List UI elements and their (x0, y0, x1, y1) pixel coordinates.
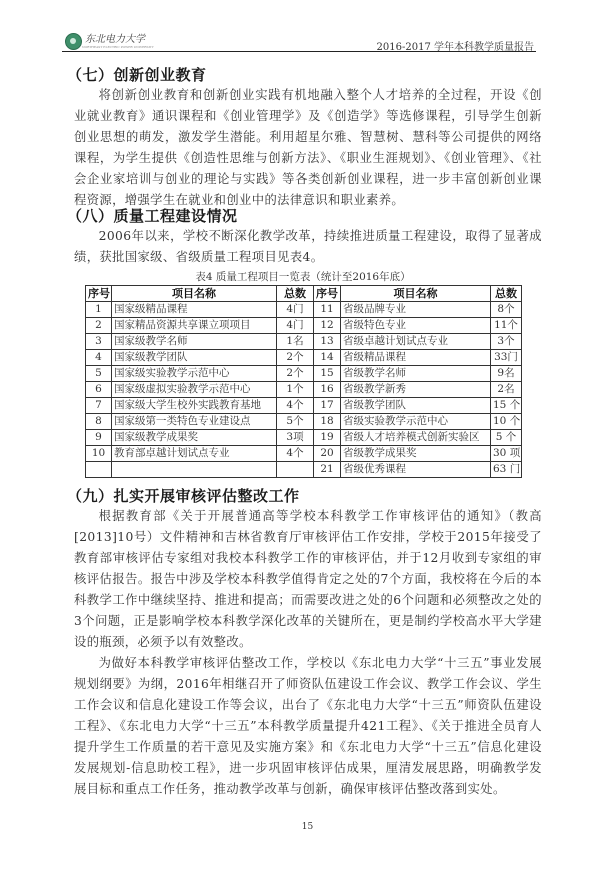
table-row (86, 462, 522, 478)
cell-no (86, 462, 112, 478)
university-logo (65, 33, 154, 50)
table-header-row (86, 286, 522, 302)
section-heading-9: （九）扎实开展审核评估整改工作 (67, 487, 300, 505)
cell-no: 14 (314, 350, 341, 366)
cell-total: 10 个 (491, 414, 522, 430)
logo-text: 东北电力大学 (85, 33, 145, 45)
table-row (86, 334, 522, 350)
cell-total: 4门 (277, 302, 314, 318)
col-header-name: 项目名称 (112, 286, 277, 302)
col-header-name: 项目名称 (341, 286, 491, 302)
cell-name: 省级精品课程 (341, 350, 491, 366)
cell-name: 国家级大学生校外实践教育基地 (112, 398, 277, 414)
cell-no: 20 (314, 446, 341, 462)
cell-total: 2个 (277, 350, 314, 366)
cell-no: 17 (314, 398, 341, 414)
table-row (86, 318, 522, 334)
cell-name: 国家级第一类特色专业建设点 (112, 414, 277, 430)
cell-total: 9名 (491, 366, 522, 382)
cell-name: 国家级虚拟实验教学示范中心 (112, 382, 277, 398)
col-header-total: 总数 (491, 286, 522, 302)
table-row (86, 414, 522, 430)
cell-total (277, 462, 314, 478)
cell-no: 11 (314, 302, 341, 318)
table-row (86, 398, 522, 414)
cell-no: 3 (86, 334, 112, 350)
cell-name: 省级优秀课程 (341, 462, 491, 478)
report-title: 2016-2017 学年本科教学质量报告 (376, 42, 534, 53)
cell-name: 省级人才培养模式创新实验区 (341, 430, 491, 446)
page-header (62, 30, 536, 52)
col-header-no: 序号 (86, 286, 112, 302)
cell-name: 省级特色专业 (341, 318, 491, 334)
section-heading-7: （七）创新创业教育 (67, 66, 207, 84)
cell-total: 30 项 (491, 446, 522, 462)
cell-name: 国家精品资源共享课立项项目 (112, 318, 277, 334)
cell-total: 5个 (277, 414, 314, 430)
cell-name: 国家级实验教学示范中心 (112, 366, 277, 382)
cell-name: 省级卓越计划试点专业 (341, 334, 491, 350)
paragraph-audit-1: 根据教育部《关于开展普通高等学校本科教学工作审核评估的通知》（教高[2013]10号）文件精神和吉林省教育厅审核评估工作安排，学校于2015年接受了教育部审核评估专家组对我校本科教学工作的审核评估，并于12月收到专家组的审核评估报告。报告中涉及学校本科教学值得肯定之处的7个方面，我校将在今后的本科教学工作中继续坚持、推进和提高；而需要改进之处的6个问题和必须整改之处的3个问题，正是影响学校本科教学深化改革的关键所在，更是制约学校高水平大学建设的瓶颈，必须予以有效整改。 (74, 509, 542, 649)
section-heading-8: （八）质量工程建设情况 (67, 207, 238, 225)
cell-total: 33门 (491, 350, 522, 366)
table-row (86, 350, 522, 366)
cell-no: 13 (314, 334, 341, 350)
cell-name: 教育部卓越计划试点专业 (112, 446, 277, 462)
cell-total: 1个 (277, 382, 314, 398)
quality-projects-table (85, 285, 522, 478)
cell-no: 16 (314, 382, 341, 398)
cell-no: 9 (86, 430, 112, 446)
cell-no: 1 (86, 302, 112, 318)
cell-no: 19 (314, 430, 341, 446)
cell-no: 6 (86, 382, 112, 398)
table-row (86, 382, 522, 398)
emblem-icon (65, 33, 82, 50)
cell-total: 4门 (277, 318, 314, 334)
cell-total: 2名 (491, 382, 522, 398)
cell-name: 省级实验教学示范中心 (341, 414, 491, 430)
page-number: 15 (301, 822, 314, 832)
paragraph-innovation: 将创新创业教育和创新创业实践有机地融入整个人才培养的全过程，开设《创业就业教育》通识课程和《创业管理学》及《创造学》等选修课程，引导学生创新创业思想的萌发，激发学生潜能。利用超星尔雅、智慧树、慧科等公司提供的网络课程，为学生提供《创造性思维与创新方法》、《职业生涯规划》、《创业管理》、《社会企业家培训与创业的理论与实践》等各类创新创业课程，进一步丰富创新创业课程资源，增强学生在就业和创业中的法律意识和职业素养。 (74, 88, 542, 207)
cell-name: 省级教学团队 (341, 398, 491, 414)
table-row (86, 446, 522, 462)
cell-no: 7 (86, 398, 112, 414)
cell-no: 2 (86, 318, 112, 334)
cell-name: 省级教学成果奖 (341, 446, 491, 462)
table-caption: 表4 质量工程项目一览表（统计至2016年底） (195, 271, 411, 283)
cell-name: 国家级教学成果奖 (112, 430, 277, 446)
cell-total: 3个 (491, 334, 522, 350)
cell-total: 3项 (277, 430, 314, 446)
cell-name: 国家级精品课程 (112, 302, 277, 318)
cell-total: 11个 (491, 318, 522, 334)
paragraph-audit-2: 为做好本科教学审核评估整改工作，学校以《东北电力大学“十三五”事业发展规划纲要》为纲，2016年相继召开了师资队伍建设工作会议、教学工作会议、学生工作会议和信息化建设工作等会议，出台了《东北电力大学“十三五”师资队伍建设工程》、《东北电力大学“十三五”本科教学质量提升421工程》、《关于推进全员育人提升学生工作质量的若干意见及实施方案》和《东北电力大学“十三五”信息化建设发展规划-信息助校工程》，进一步巩固审核评估成果，厘清发展思路，明确教学发展目标和重点工作任务，推动教学改革与创新，确保审核评估整改落到实处。 (74, 656, 542, 796)
cell-total: 2个 (277, 366, 314, 382)
cell-name (112, 462, 277, 478)
cell-no: 4 (86, 350, 112, 366)
cell-no: 10 (86, 446, 112, 462)
table-row (86, 366, 522, 382)
cell-no: 15 (314, 366, 341, 382)
paragraph-quality: 2006年以来，学校不断深化教学改革，持续推进质量工程建设，取得了显著成绩，获批国家级、省级质量工程项目见表4。 (74, 229, 542, 264)
cell-total: 4个 (277, 398, 314, 414)
cell-total: 63 门 (491, 462, 522, 478)
logo-subtext: NORTHEAST ELECTRIC POWER UNIVERSITY (82, 44, 154, 49)
cell-total: 5 个 (491, 430, 522, 446)
table-row (86, 302, 522, 318)
col-header-total: 总数 (277, 286, 314, 302)
cell-total: 8个 (491, 302, 522, 318)
cell-name: 省级教学名师 (341, 366, 491, 382)
cell-no: 12 (314, 318, 341, 334)
cell-name: 国家级教学名师 (112, 334, 277, 350)
cell-no: 5 (86, 366, 112, 382)
col-header-no: 序号 (314, 286, 341, 302)
cell-total: 1名 (277, 334, 314, 350)
cell-name: 国家级教学团队 (112, 350, 277, 366)
cell-no: 8 (86, 414, 112, 430)
cell-no: 18 (314, 414, 341, 430)
cell-name: 省级教学新秀 (341, 382, 491, 398)
table-row (86, 430, 522, 446)
cell-name: 省级品牌专业 (341, 302, 491, 318)
cell-no: 21 (314, 462, 341, 478)
cell-total: 4个 (277, 446, 314, 462)
cell-total: 15 个 (491, 398, 522, 414)
